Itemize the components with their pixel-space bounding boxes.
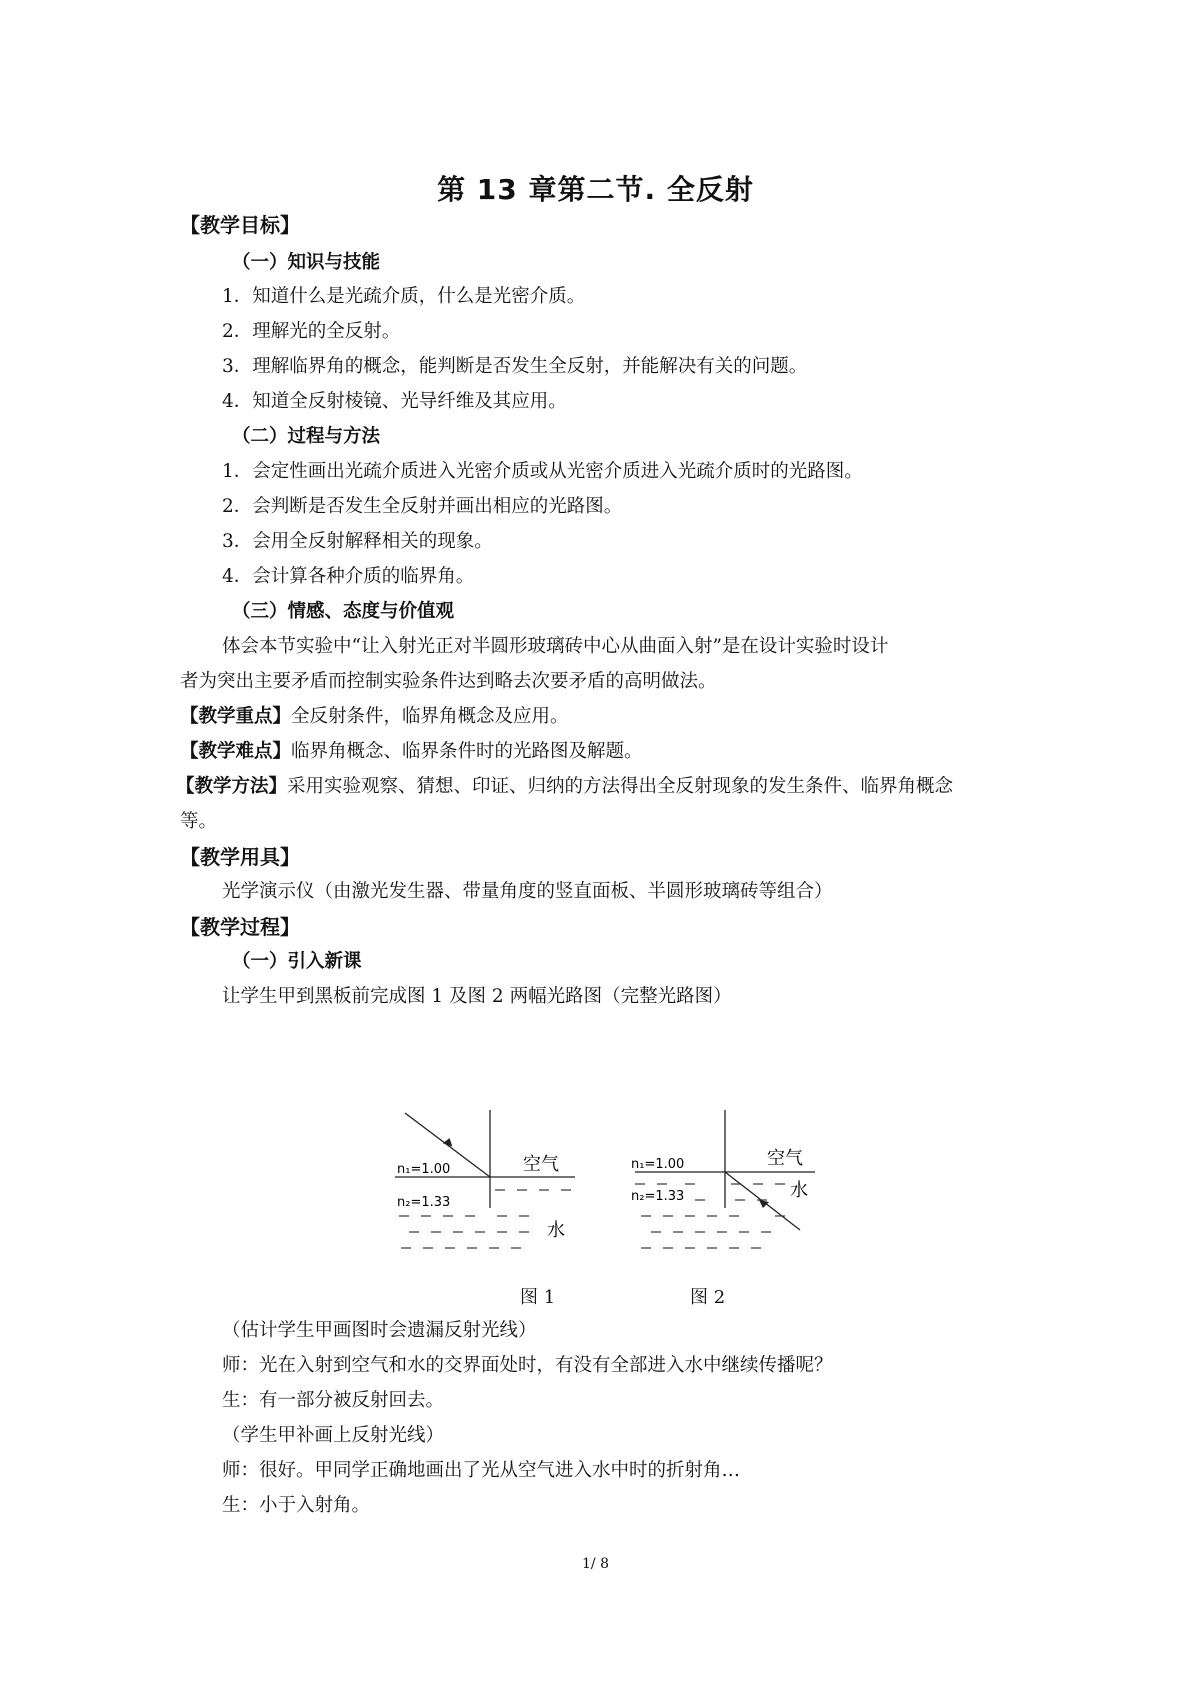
section-process-heading: （二）过程与方法 [232,426,381,447]
process-heading: 【教学过程】 [180,915,300,939]
difficult-point-label: 【教学难点】 [180,741,292,762]
figure-2-caption: 图 2 [690,1287,726,1308]
fig2-n2: n₂=1.33 [631,1189,685,1204]
difficult-point [180,739,1020,765]
dialogue-line: 生：有一部分被反射回去。 [222,1390,445,1411]
fig1-n1: n₁=1.00 [397,1162,451,1177]
list-item: 1．会定性画出光疏介质进入光密介质或从光密介质进入光疏介质时的光路图。 [222,461,863,482]
key-point [180,704,1020,730]
dialogue-line: （学生甲补画上反射光线） [222,1425,445,1446]
page-title: 第 13 章第二节. 全反射 [437,173,754,206]
section-knowledge-heading: （一）知识与技能 [232,252,381,273]
list-item: 2．会判断是否发生全反射并画出相应的光路图。 [222,496,623,517]
method-label: 【教学方法】 [176,776,288,797]
fig1-water-label: 水 [547,1220,565,1241]
figure-1-caption: 图 1 [520,1287,556,1308]
figure-1-diagram [395,1110,575,1248]
list-item: 4．知道全反射棱镜、光导纤维及其应用。 [222,391,567,412]
fig2-water-label: 水 [790,1180,808,1201]
dialogue-line: （估计学生甲画图时会遗漏反射光线） [222,1320,537,1341]
list-item: 2．理解光的全反射。 [222,321,401,342]
list-item: 1．知道什么是光疏介质，什么是光密介质。 [222,286,586,307]
fig1-n2: n₂=1.33 [397,1195,451,1210]
dialogue-line: 生：小于入射角。 [222,1495,371,1516]
arrow-icon [759,1200,769,1208]
list-item: 3．会用全反射解释相关的现象。 [222,531,493,552]
fig2-air-label: 空气 [767,1148,803,1169]
key-point-label: 【教学重点】 [180,706,292,727]
list-item: 4．会计算各种介质的临界角。 [222,566,475,587]
method-text: 采用实验观察、猜想、印证、归纳的方法得出全反射现象的发生条件、临界角概念 [287,776,954,797]
attitude-paragraph-line1: 体会本节实验中“让入射光正对半圆形玻璃砖中心从曲面入射”是在设计实验时设计 [222,636,889,657]
tools-heading: 【教学用具】 [180,845,300,869]
dialogue-line: 师：光在入射到空气和水的交界面处时，有没有全部进入水中继续传播呢？ [222,1355,833,1376]
page-number: 1/ 8 [582,1556,609,1572]
objectives-heading: 【教学目标】 [180,213,300,237]
attitude-paragraph-line2: 者为突出主要矛盾而控制实验条件达到略去次要矛盾的高明做法。 [180,671,717,692]
section-attitude-heading: （三）情感、态度与价值观 [232,601,455,622]
method-text-continued: 等。 [180,811,218,832]
list-item: 3．理解临界角的概念，能判断是否发生全反射，并能解决有关的问题。 [222,356,808,377]
section-intro-heading: （一）引入新课 [232,951,362,972]
difficult-point-text: 临界角概念、临界条件时的光路图及解题。 [291,741,643,762]
intro-text: 让学生甲到黑板前完成图 1 及图 2 两幅光路图（完整光路图） [222,986,732,1007]
light-path-figures [395,1108,875,1268]
tools-text: 光学演示仪（由激光发生器、带量角度的竖直面板、半圆形玻璃砖等组合） [222,881,833,902]
figure-2-diagram [631,1110,815,1248]
key-point-text: 全反射条件，临界角概念及应用。 [291,706,569,727]
fig2-n1: n₁=1.00 [631,1157,685,1172]
method [176,774,1016,800]
fig1-air-label: 空气 [523,1154,559,1175]
dialogue-line: 师：很好。甲同学正确地画出了光从空气进入水中时的折射角… [222,1460,741,1481]
